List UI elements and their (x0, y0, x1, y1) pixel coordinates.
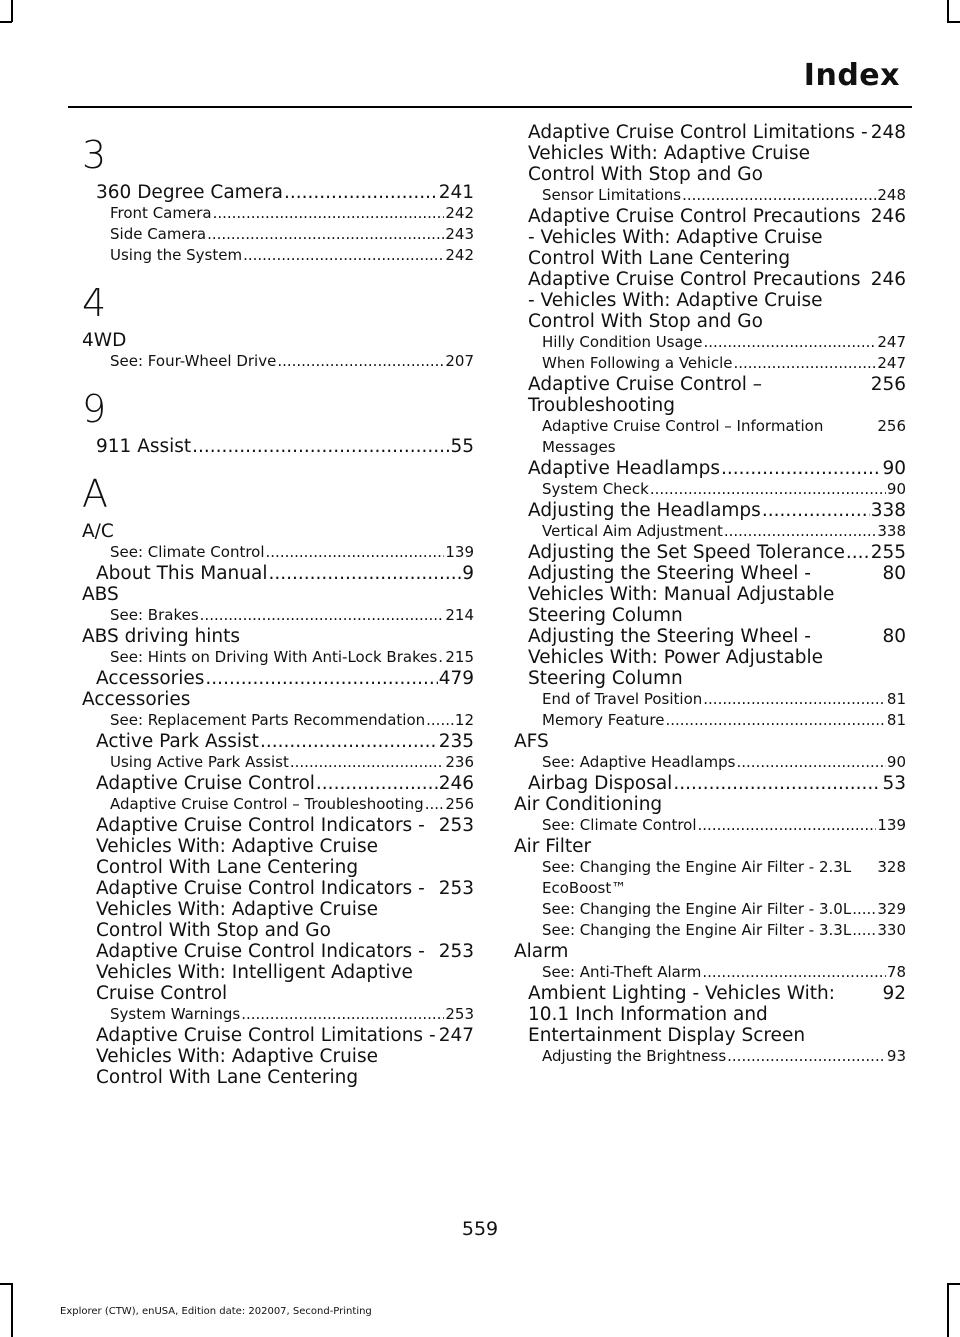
page-reference[interactable]: 53 (882, 773, 906, 794)
page-reference[interactable]: 256 (870, 374, 906, 395)
edition-info: Explorer (CTW), enUSA, Edition date: 202007, Second-Printing (60, 1306, 372, 1317)
index-entry[interactable] (82, 330, 474, 351)
page-reference[interactable]: 214 (445, 606, 474, 624)
index-entry[interactable] (82, 878, 474, 941)
page-reference[interactable]: 328 (877, 858, 906, 876)
index-subentry[interactable] (514, 857, 906, 899)
entry-text: Alarm (514, 941, 569, 962)
index-subentry[interactable] (514, 710, 906, 731)
index-subentry[interactable] (82, 245, 474, 266)
index-entry[interactable] (82, 1025, 474, 1088)
index-entry[interactable] (82, 731, 474, 752)
page-reference[interactable]: 247 (877, 333, 906, 351)
index-subentry[interactable] (82, 203, 474, 224)
index-entry[interactable] (82, 668, 474, 689)
entry-text: See: Climate Control (110, 543, 265, 561)
page-reference[interactable]: 253 (438, 941, 474, 962)
dot-leader (682, 185, 876, 206)
index-entry[interactable] (82, 436, 474, 457)
entry-text: Adaptive Headlamps (528, 458, 721, 479)
crop-mark (0, 1283, 12, 1285)
page-reference[interactable]: 256 (877, 417, 906, 435)
entry-text: Hilly Condition Usage (542, 333, 703, 351)
page-reference[interactable]: 256 (445, 795, 474, 813)
dot-leader (704, 332, 877, 353)
dot-leader (846, 542, 870, 563)
page-reference[interactable]: 215 (445, 648, 474, 666)
index-subentry[interactable] (82, 605, 474, 626)
page-reference[interactable]: 246 (870, 269, 906, 290)
index-letter-heading: 9 (82, 387, 107, 431)
entry-text: 360 Degree Camera (96, 182, 284, 203)
index-subentry[interactable] (514, 353, 906, 374)
dot-leader (243, 245, 444, 266)
page-reference[interactable]: 479 (438, 668, 474, 689)
index-subentry[interactable] (82, 647, 474, 668)
index-entry[interactable] (514, 374, 906, 416)
dot-leader (213, 203, 445, 224)
dot-leader (207, 224, 444, 245)
page-reference[interactable]: 9 (462, 563, 474, 584)
index-entry[interactable] (82, 626, 474, 647)
page-reference[interactable]: 338 (870, 500, 906, 521)
entry-text: Adaptive Cruise Control – Troubleshooting (528, 374, 869, 416)
index-column-right (514, 122, 906, 1067)
entry-text: AFS (514, 731, 549, 752)
index-entry[interactable] (514, 500, 906, 521)
page-reference[interactable]: 246 (438, 773, 474, 794)
page-reference[interactable]: 330 (877, 921, 906, 939)
index-subentry[interactable] (82, 542, 474, 563)
entry-text: Air Filter (514, 836, 592, 857)
page-reference[interactable]: 253 (438, 878, 474, 899)
dot-leader (438, 647, 444, 668)
entry-text: Adaptive Cruise Control Limitations - Vehicles With: Adaptive Cruise Control With Stop and Go (528, 122, 868, 185)
page-reference[interactable]: 235 (438, 731, 474, 752)
crop-mark (947, 1283, 960, 1285)
page-reference[interactable]: 92 (882, 983, 906, 1004)
dot-leader (724, 521, 877, 542)
index-entry[interactable] (514, 773, 906, 794)
dot-leader (284, 182, 438, 203)
page-reference[interactable]: 90 (882, 458, 906, 479)
header-divider (68, 106, 912, 108)
entry-text: Adjusting the Headlamps (528, 500, 761, 521)
index-entry[interactable] (82, 584, 474, 605)
page-reference[interactable]: 242 (445, 204, 474, 222)
index-subentry[interactable] (514, 815, 906, 836)
page-reference[interactable]: 253 (445, 1005, 474, 1023)
index-entry[interactable] (514, 563, 906, 626)
dot-leader (426, 710, 454, 731)
page-reference[interactable]: 139 (877, 816, 906, 834)
index-entry[interactable] (514, 983, 906, 1046)
index-subentry[interactable] (82, 351, 474, 372)
page-reference[interactable]: 80 (882, 626, 906, 647)
dot-leader (650, 479, 886, 500)
entry-text: Ambient Lighting - Vehicles With: 10.1 Inch Information and Entertainment Display Screen (528, 983, 880, 1046)
index-subentry[interactable] (82, 794, 474, 815)
page-reference[interactable]: 255 (870, 542, 906, 563)
entry-text: Adaptive Cruise Control Indicators - Vehicles With: Intelligent Adaptive Cruise Control (96, 941, 437, 1004)
dot-leader (205, 668, 437, 689)
dot-leader (665, 710, 885, 731)
dot-leader (727, 1046, 886, 1067)
dot-leader (290, 752, 444, 773)
dot-leader (721, 458, 881, 479)
page-reference[interactable]: 329 (877, 900, 906, 918)
index-subentry[interactable] (514, 899, 906, 920)
entry-text: Active Park Assist (96, 731, 259, 752)
entry-text: Adaptive Cruise Control Limitations - Vehicles With: Adaptive Cruise Control With Lane Centering (96, 1025, 436, 1088)
index-entry[interactable] (514, 626, 906, 689)
page-reference[interactable]: 338 (877, 522, 906, 540)
entry-text: See: Replacement Parts Recommendation (110, 711, 426, 729)
entry-text: Air Conditioning (514, 794, 663, 815)
entry-text: 4WD (82, 330, 127, 351)
crop-mark (947, 21, 960, 23)
page-reference[interactable]: 247 (438, 1025, 474, 1046)
page-reference[interactable]: 236 (445, 753, 474, 771)
entry-text: About This Manual (96, 563, 268, 584)
dot-leader (277, 351, 444, 372)
page-reference[interactable]: 242 (445, 246, 474, 264)
page-reference[interactable]: 241 (438, 182, 474, 203)
dot-leader (736, 752, 885, 773)
page-reference[interactable]: 253 (438, 815, 474, 836)
entry-text: Adaptive Cruise Control (96, 773, 315, 794)
entry-text: ABS (82, 584, 119, 605)
entry-text: Adjusting the Brightness (542, 1047, 727, 1065)
index-entry[interactable] (82, 815, 474, 878)
dot-leader (200, 605, 445, 626)
entry-text: 911 Assist (96, 436, 192, 457)
index-subentry[interactable] (514, 962, 906, 983)
entry-text: See: Brakes (110, 606, 199, 624)
index-subentry[interactable] (514, 752, 906, 773)
page-reference[interactable]: 80 (882, 563, 906, 584)
entry-text: See: Changing the Engine Air Filter - 3.3L (542, 921, 852, 939)
page-reference[interactable]: 93 (886, 1047, 906, 1065)
crop-mark (0, 21, 12, 23)
entry-text: Adaptive Cruise Control Indicators - Vehicles With: Adaptive Cruise Control With Lane Centering (96, 815, 437, 878)
page-title: Index (803, 58, 900, 93)
entry-text: Adaptive Cruise Control Indicators - Vehicles With: Adaptive Cruise Control With Stop and Go (96, 878, 437, 941)
index-subentry[interactable] (514, 920, 906, 941)
index-subentry[interactable] (82, 752, 474, 773)
entry-text: Accessories (96, 668, 205, 689)
page-reference[interactable]: 55 (450, 436, 474, 457)
index-letter-heading: A (82, 472, 108, 516)
dot-leader (260, 731, 438, 752)
crop-mark (11, 1283, 13, 1337)
index-column-left (82, 122, 474, 1088)
entry-text: Accessories (82, 689, 191, 710)
dot-leader (852, 920, 876, 941)
page-reference[interactable]: 248 (877, 186, 906, 204)
index-entry[interactable] (82, 773, 474, 794)
entry-text: See: Hints on Driving With Anti-Lock Brakes (110, 648, 438, 666)
index-subentry[interactable] (514, 185, 906, 206)
page-reference[interactable]: 90 (886, 753, 906, 771)
entry-text: See: Changing the Engine Air Filter - 3.0L (542, 900, 852, 918)
page-reference[interactable]: 139 (445, 543, 474, 561)
entry-text: Adaptive Cruise Control – Information Messages (542, 416, 875, 458)
entry-text: End of Travel Position (542, 690, 703, 708)
entry-text: Airbag Disposal (528, 773, 673, 794)
index-subentry[interactable] (514, 332, 906, 353)
index-entry[interactable] (514, 206, 906, 269)
dot-leader (702, 962, 886, 983)
index-letter-heading: 3 (82, 133, 107, 177)
entry-text: Adjusting the Set Speed Tolerance (528, 542, 845, 563)
index-entry[interactable] (514, 794, 906, 815)
entry-text: See: Anti-Theft Alarm (542, 963, 702, 981)
crop-mark (11, 0, 13, 22)
page-number: 559 (461, 1218, 499, 1240)
index-entry[interactable] (82, 182, 474, 203)
index-entry[interactable] (82, 563, 474, 584)
index-entry[interactable] (82, 521, 474, 542)
page-reference[interactable]: 243 (445, 225, 474, 243)
dot-leader (673, 773, 881, 794)
dot-leader (852, 899, 876, 920)
entry-text: System Warnings (110, 1005, 241, 1023)
dot-leader (703, 689, 886, 710)
index-letter-heading: 4 (82, 281, 107, 325)
index-entry[interactable] (82, 941, 474, 1004)
entry-text: See: Four-Wheel Drive (110, 352, 277, 370)
entry-text: See: Changing the Engine Air Filter - 2.3L EcoBoost™ (542, 857, 875, 899)
dot-leader (425, 794, 445, 815)
entry-text: ABS driving hints (82, 626, 241, 647)
page-reference[interactable]: 247 (877, 354, 906, 372)
entry-text: System Check (542, 480, 649, 498)
dot-leader (192, 436, 449, 457)
entry-text: See: Adaptive Headlamps (542, 753, 736, 771)
index-subentry[interactable] (514, 479, 906, 500)
entry-text: Adjusting the Steering Wheel - Vehicles With: Power Adjustable Steering Column (528, 626, 880, 689)
index-entry[interactable] (514, 122, 906, 185)
entry-text: Vertical Aim Adjustment (542, 522, 723, 540)
dot-leader (266, 542, 445, 563)
crop-mark (947, 1283, 949, 1337)
index-entry[interactable] (514, 941, 906, 962)
page-reference[interactable]: 81 (886, 690, 906, 708)
page-reference[interactable]: 78 (886, 963, 906, 981)
index-subentry[interactable] (514, 521, 906, 542)
index-entry[interactable] (514, 458, 906, 479)
index-entry[interactable] (82, 689, 474, 710)
index-entry[interactable] (514, 731, 906, 752)
entry-text: Side Camera (110, 225, 207, 243)
entry-text: Front Camera (110, 204, 212, 222)
index-subentry[interactable] (514, 689, 906, 710)
index-subentry[interactable] (82, 224, 474, 245)
index-entry[interactable] (514, 269, 906, 332)
dot-leader (733, 353, 876, 374)
index-subentry[interactable] (82, 710, 474, 731)
index-subentry[interactable] (82, 1004, 474, 1025)
entry-text: Adjusting the Steering Wheel - Vehicles With: Manual Adjustable Steering Column (528, 563, 880, 626)
dot-leader (762, 500, 870, 521)
entry-text: Adaptive Cruise Control Precautions - Vehicles With: Adaptive Cruise Control With Lane Centering (528, 206, 869, 269)
dot-leader (269, 563, 462, 584)
index-subentry[interactable] (514, 416, 906, 458)
entry-text: A/C (82, 521, 114, 542)
index-entry[interactable] (514, 836, 906, 857)
entry-text: When Following a Vehicle (542, 354, 733, 372)
page-reference[interactable]: 81 (886, 711, 906, 729)
page-reference[interactable]: 248 (870, 122, 906, 143)
entry-text: See: Climate Control (542, 816, 697, 834)
page-reference[interactable]: 12 (454, 711, 474, 729)
page-reference[interactable]: 246 (870, 206, 906, 227)
entry-text: Adaptive Cruise Control – Troubleshooting (110, 795, 424, 813)
entry-text: Using Active Park Assist (110, 753, 289, 771)
dot-leader (316, 773, 438, 794)
entry-text: Adaptive Cruise Control Precautions - Vehicles With: Adaptive Cruise Control With Stop and Go (528, 269, 869, 332)
entry-text: Memory Feature (542, 711, 665, 729)
entry-text: Sensor Limitations (542, 186, 682, 204)
dot-leader (241, 1004, 444, 1025)
crop-mark (947, 0, 949, 22)
page-reference[interactable]: 207 (445, 352, 474, 370)
index-entry[interactable] (514, 542, 906, 563)
entry-text: Using the System (110, 246, 243, 264)
index-subentry[interactable] (514, 1046, 906, 1067)
dot-leader (698, 815, 877, 836)
page-reference[interactable]: 90 (886, 480, 906, 498)
